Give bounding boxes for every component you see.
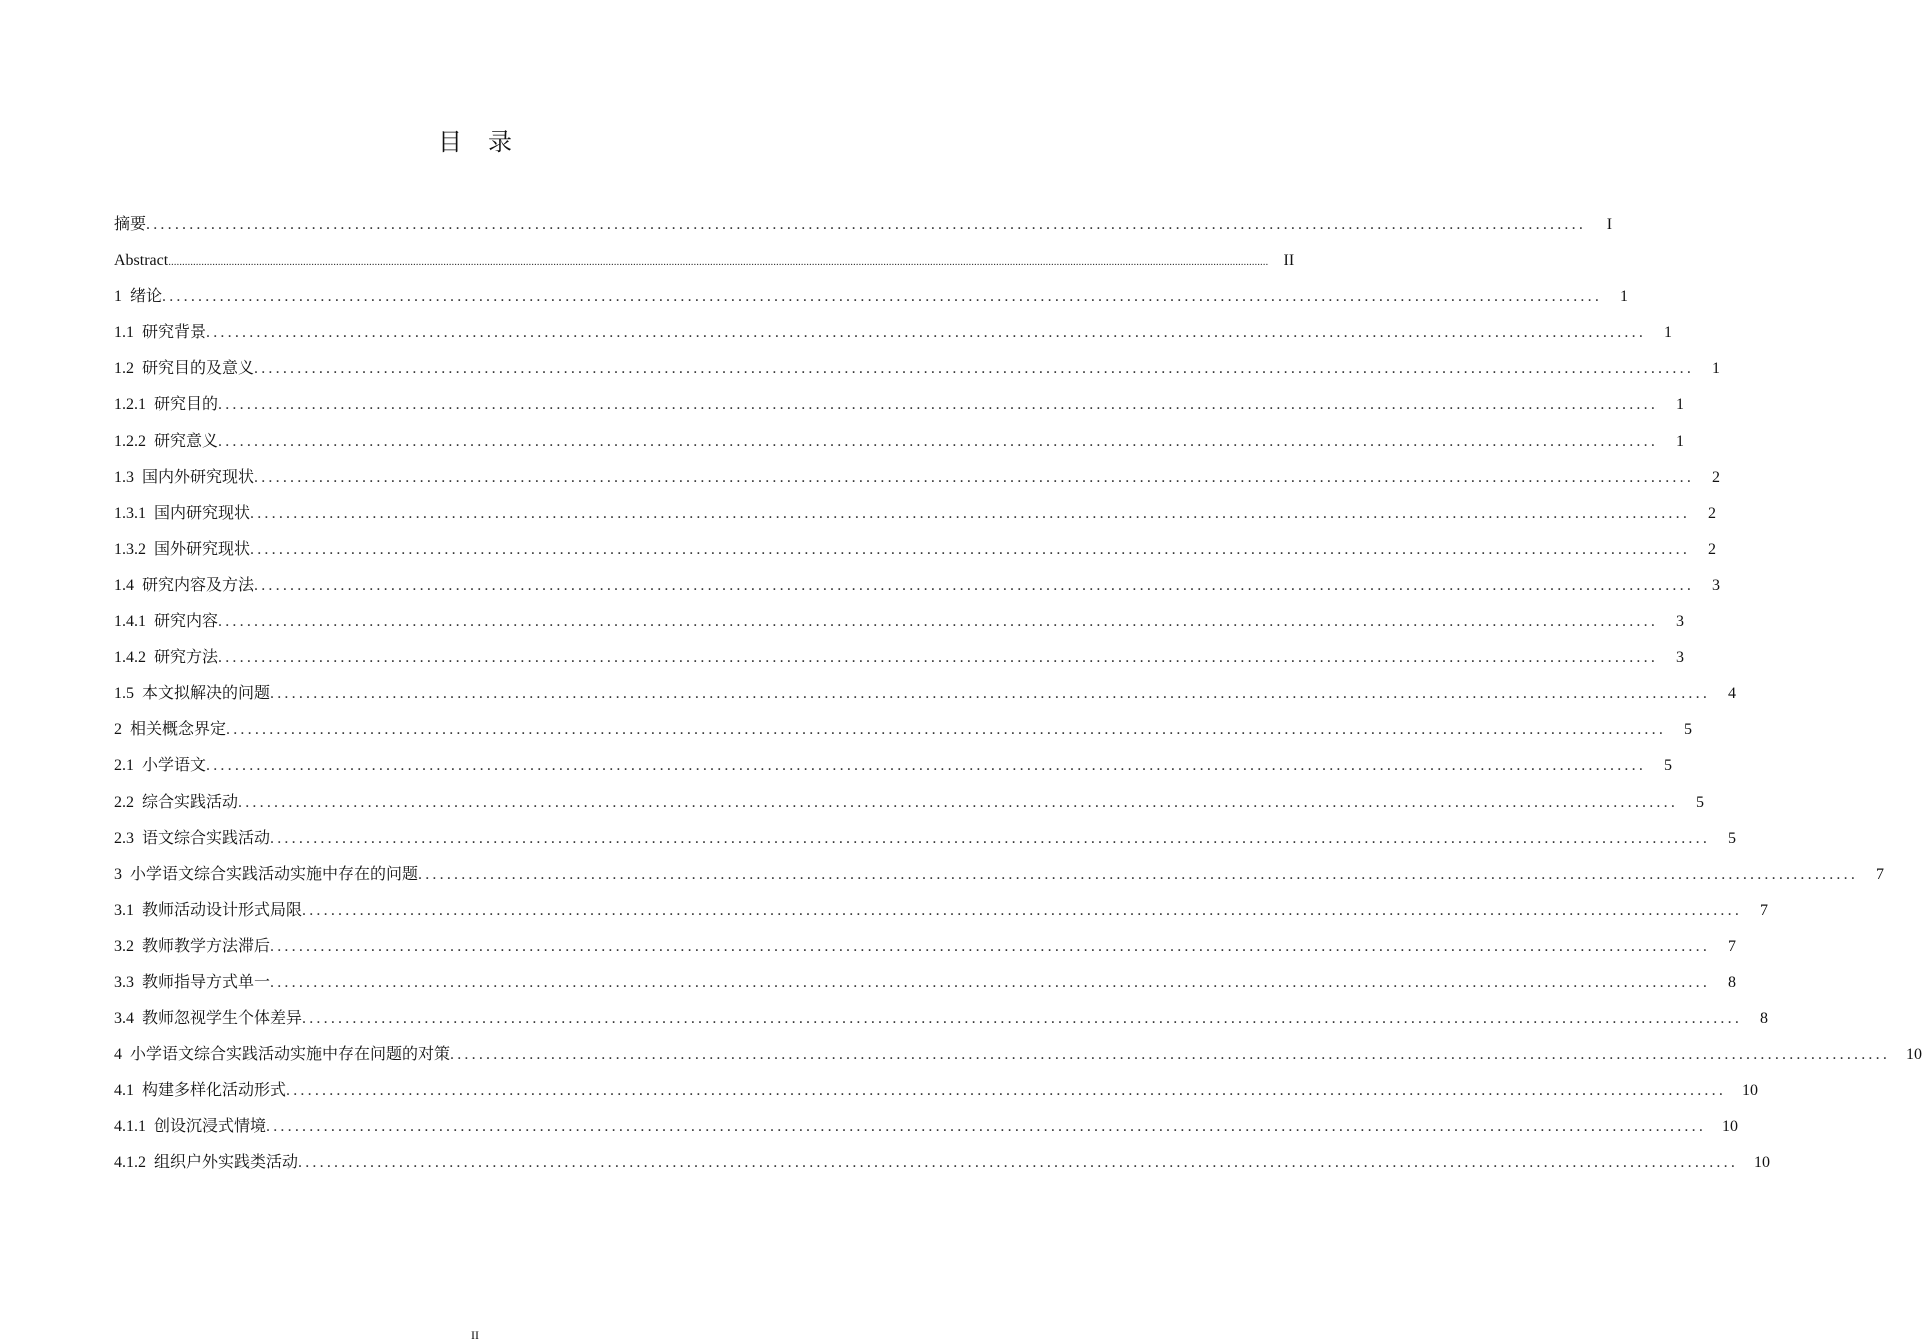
toc-entry[interactable] (114, 748, 1673, 784)
toc-entry-number: 1.4 (114, 576, 134, 594)
toc-dot-leader: ........................................................................................................................................................................................................ (162, 288, 1603, 306)
toc-entry[interactable] (114, 893, 1769, 929)
toc-dot-leader: ........................................................................................................................................................................................................ (302, 901, 1743, 919)
toc-entry[interactable] (114, 207, 1613, 243)
toc-dot-leader: ........................................................................................................................................................................................................ (218, 613, 1659, 631)
toc-entry[interactable] (114, 1109, 1739, 1145)
toc-entry-page: 3 (1676, 649, 1685, 667)
toc-entry-label: 本文拟解决的问题 (142, 685, 271, 703)
page-title-char-1: 目 (438, 128, 462, 156)
toc-entry-page: 8 (1728, 973, 1737, 991)
toc-entry-label: 教师教学方法滞后 (142, 937, 271, 955)
toc-dot-leader: ........................................................................................................................................................................................................ (270, 829, 1711, 847)
toc-entry-label: 小学语文综合实践活动实施中存在问题的对策 (130, 1046, 451, 1064)
toc-entry-label: 教师指导方式单一 (142, 973, 271, 991)
toc-entry-page: 1 (1712, 360, 1721, 378)
toc-entry[interactable] (114, 676, 1737, 712)
toc-entry[interactable] (114, 1073, 1759, 1109)
toc-dot-leader: ........................................................................................................................................................................................................ (270, 937, 1711, 955)
toc-entry[interactable] (114, 604, 1685, 640)
toc-entry-label: 研究内容及方法 (142, 576, 255, 594)
toc-entry-number: 1.4.2 (114, 649, 146, 667)
page-title (0, 122, 950, 157)
page-title-char-2: 录 (488, 128, 512, 156)
toc-dot-leader: ........................................................................................................................................................................................................ (270, 973, 1711, 991)
toc-entry[interactable] (114, 460, 1721, 496)
toc-dot-leader: ........................................................................................................................................................................................................ (270, 685, 1711, 703)
toc-entry-number: 4 (114, 1046, 122, 1064)
toc-entry-page: 10 (1742, 1082, 1759, 1100)
toc-entry-page: 5 (1664, 757, 1673, 775)
toc-entry-page: 10 (1754, 1154, 1771, 1172)
toc-entry-label: 组织户外实践类活动 (154, 1154, 299, 1172)
toc-entry-page: 2 (1712, 468, 1721, 486)
toc-entry-page: 2 (1708, 540, 1717, 558)
toc-entry[interactable] (114, 351, 1721, 387)
toc-entry-label: 构建多样化活动形式 (142, 1082, 287, 1100)
toc-entry-label: 研究内容 (154, 613, 219, 631)
toc-entry-page: I (1606, 216, 1613, 233)
toc-entry[interactable] (114, 1145, 1771, 1181)
toc-dot-leader: ........................................................................................................................................................................................................ (450, 1046, 1891, 1064)
toc-entry-number: 2.3 (114, 829, 134, 847)
toc-entry[interactable] (114, 640, 1685, 676)
toc-dot-leader: ........................................................................................................................................................................................................ (218, 396, 1659, 414)
toc-dot-leader: ................................................................................................................................................................................................................................................................................................................................................................................................................ (168, 256, 1269, 269)
toc-dot-leader: ........................................................................................................................................................................................................ (218, 649, 1659, 667)
toc-entry-label: 国内外研究现状 (142, 468, 255, 486)
toc-entry-number: 1.3 (114, 468, 134, 486)
toc-entry[interactable] (114, 929, 1737, 965)
toc-dot-leader: ........................................................................................................................................................................................................ (254, 360, 1695, 378)
toc-dot-leader: ........................................................................................................................................................................................................ (418, 865, 1859, 883)
footer-page-number: II (471, 1328, 479, 1342)
toc-entry[interactable] (114, 496, 1717, 532)
toc-dot-leader: ........................................................................................................................................................................................................ (254, 576, 1695, 594)
toc-entry-label: 摘要 (114, 216, 147, 233)
toc-entry-page: 5 (1696, 793, 1705, 811)
toc-dot-leader: ........................................................................................................................................................................................................ (238, 793, 1679, 811)
toc-entry-number: 1.2.1 (114, 396, 146, 414)
toc-entry-page: 7 (1760, 901, 1769, 919)
toc-entry-number: 1.3.2 (114, 540, 146, 558)
toc-entry-label: 教师忽视学生个体差异 (142, 1010, 303, 1028)
toc-entry-page: 1 (1676, 396, 1685, 414)
toc-entry[interactable] (114, 532, 1717, 568)
toc-entry-label: Abstract (114, 252, 169, 270)
toc-entry[interactable] (114, 568, 1721, 604)
toc-dot-leader: ........................................................................................................................................................................................................ (250, 540, 1691, 558)
toc-entry-number: 2.1 (114, 757, 134, 775)
toc-entry[interactable] (114, 712, 1693, 748)
toc-entry-label: 相关概念界定 (130, 721, 227, 739)
toc-entry[interactable] (114, 387, 1685, 423)
toc-entry-page: 10 (1722, 1118, 1739, 1136)
toc-entry-label: 研究意义 (154, 432, 219, 450)
toc-entry-label: 创设沉浸式情境 (154, 1118, 267, 1136)
toc-entry[interactable] (114, 1001, 1769, 1037)
toc-entry-label: 教师活动设计形式局限 (142, 901, 303, 919)
toc-entry-number: 3.2 (114, 937, 134, 955)
toc-entry-page: 2 (1708, 504, 1717, 522)
toc-entry-label: 绪论 (130, 288, 163, 306)
toc-entry-page: 10 (1906, 1046, 1922, 1064)
toc-entry-number: 1.2.2 (114, 432, 146, 450)
toc-entry[interactable] (114, 1037, 1922, 1073)
toc-entry-number: 1.4.1 (114, 613, 146, 631)
toc-entry-label: 小学语文综合实践活动实施中存在的问题 (130, 865, 419, 883)
toc-entry[interactable] (114, 965, 1737, 1001)
toc-entry-page: 5 (1684, 721, 1693, 739)
toc-entry[interactable] (114, 243, 1295, 279)
toc-entry-label: 国外研究现状 (154, 540, 251, 558)
toc-entry-number: 3.4 (114, 1010, 134, 1028)
toc-entry[interactable] (114, 857, 1885, 893)
toc-entry-page: 4 (1728, 685, 1737, 703)
toc-entry-page: 5 (1728, 829, 1737, 847)
toc-entry-label: 研究目的 (154, 396, 219, 414)
toc-entry-number: 1.2 (114, 360, 134, 378)
toc-entry-number: 2 (114, 721, 122, 739)
toc-entry-number: 3 (114, 865, 122, 883)
toc-entry-label: 综合实践活动 (142, 793, 239, 811)
toc-entry-number: 1.1 (114, 324, 134, 342)
toc-dot-leader: ........................................................................................................................................................................................................ (206, 324, 1647, 342)
toc-entry[interactable] (114, 315, 1673, 351)
toc-entry-number: 3.3 (114, 973, 134, 991)
toc-entry-page: II (1283, 252, 1295, 270)
toc-entry-page: 7 (1876, 865, 1885, 883)
table-of-contents (114, 207, 1922, 1182)
toc-entry-label: 研究方法 (154, 649, 219, 667)
toc-dot-leader: ........................................................................................................................................................................................................ (286, 1082, 1727, 1100)
toc-entry-number: 2.2 (114, 793, 134, 811)
toc-entry-page: 1 (1676, 432, 1685, 450)
toc-entry-number: 4.1 (114, 1082, 134, 1100)
toc-entry-number: 3.1 (114, 901, 134, 919)
toc-dot-leader: ........................................................................................................................................................................................................ (254, 468, 1695, 486)
toc-dot-leader: ........................................................................................................................................................................................................ (250, 504, 1691, 522)
toc-dot-leader: ........................................................................................................................................................................................................ (218, 432, 1659, 450)
toc-entry[interactable] (114, 821, 1737, 857)
toc-entry-page: 1 (1664, 324, 1673, 342)
toc-dot-leader: ........................................................................................................................................................................................................ (226, 721, 1667, 739)
toc-entry[interactable] (114, 785, 1705, 821)
toc-entry[interactable] (114, 424, 1685, 460)
toc-entry-label: 研究背景 (142, 324, 207, 342)
toc-entry-number: 1.3.1 (114, 504, 146, 522)
toc-entry-page: 7 (1728, 937, 1737, 955)
toc-entry-label: 小学语文 (142, 757, 207, 775)
toc-entry[interactable] (114, 279, 1629, 315)
toc-dot-leader: ........................................................................................................................................................................................................ (302, 1010, 1743, 1028)
toc-entry-label: 研究目的及意义 (142, 360, 255, 378)
toc-entry-label: 语文综合实践活动 (142, 829, 271, 847)
toc-dot-leader: ........................................................................................................................................................................................................ (146, 216, 1587, 233)
toc-entry-number: 4.1.1 (114, 1118, 146, 1136)
toc-entry-page: 3 (1712, 576, 1721, 594)
toc-entry-page: 1 (1620, 288, 1629, 306)
toc-entry-page: 8 (1760, 1010, 1769, 1028)
toc-entry-number: 4.1.2 (114, 1154, 146, 1172)
toc-dot-leader: ........................................................................................................................................................................................................ (206, 757, 1647, 775)
toc-entry-label: 国内研究现状 (154, 504, 251, 522)
toc-dot-leader: ........................................................................................................................................................................................................ (266, 1118, 1707, 1136)
toc-entry-number: 1 (114, 288, 122, 306)
toc-entry-page: 3 (1676, 613, 1685, 631)
toc-entry-number: 1.5 (114, 685, 134, 703)
toc-dot-leader: ........................................................................................................................................................................................................ (298, 1154, 1739, 1172)
